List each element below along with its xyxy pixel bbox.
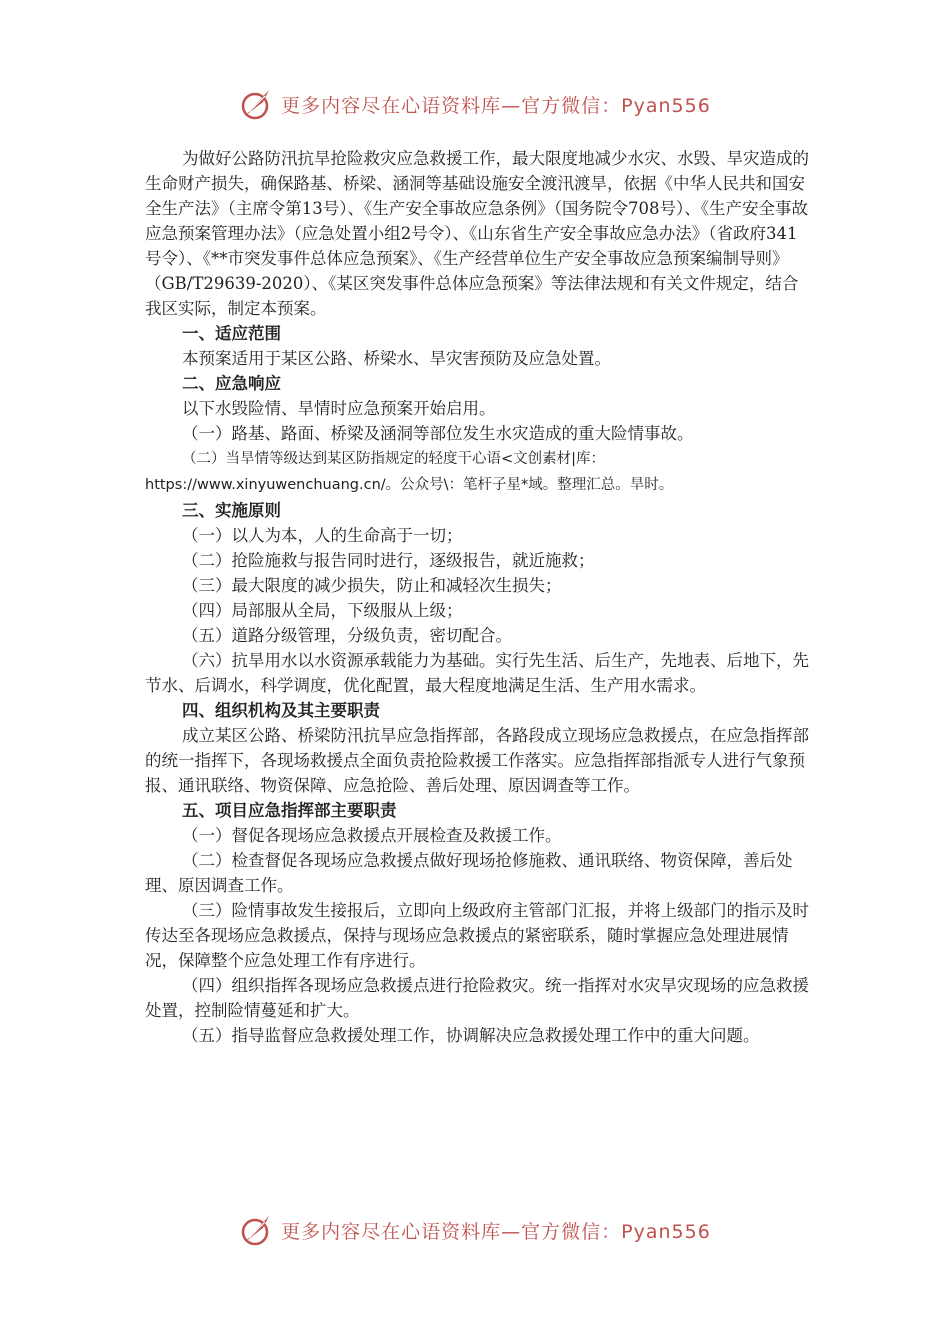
section-title-duties: 五、项目应急指挥部主要职责 [182, 801, 397, 820]
paragraph: （一）以人为本，人的生命高于一切； [182, 526, 463, 545]
header-watermark-text: 更多内容尽在心语资料库—官方微信：Pyan556 [281, 94, 711, 117]
intro-paragraph: 为做好公路防汛抗旱抢险救灾应急救援工作，最大限度地减少水灾、水毁、旱灾造成的生命财产损失，确保路基、桥梁、涵洞等基础设施安全渡汛渡旱，依据《中华人民共和国安全生产法》（主席令第13号）、《生产安全事故应急条例》（国务院令708号）、《生产安全事故应急预案管理办法》（应急处置小组2号令）、《山东省生产安全事故应急办法》（省政府341号令）、《**市突发事件总体应急预案》、《生产经营单位生产安全事故应急预案编制导则》（GB/T29639-2020）、《某区突发事件总体应急预案》等法律法规和有关文件规定，结合我区实际，制定本预案。 [145, 149, 809, 318]
paragraph: 成立某区公路、桥梁防汛抗旱应急指挥部，各路段成立现场应急救援点，在应急指挥部的统一指挥下，各现场救援点全面负责抢险救援工作落实。应急指挥部指派专人进行气象预报、通讯联络、物资保障、应急抢险、善后处理、原因调查等工作。 [145, 726, 809, 795]
section-title-scope: 一、适应范围 [182, 324, 281, 343]
paragraph: 以下水毁险情、旱情时应急预案开始启用。 [182, 399, 496, 418]
paragraph: （一）路基、路面、桥梁及涵洞等部位发生水灾造成的重大险情事故。 [182, 424, 694, 443]
section-title-principles: 三、实施原则 [182, 501, 281, 520]
quill-logo-icon [239, 1212, 275, 1248]
paragraph: 本预案适用于某区公路、桥梁水、旱灾害预防及应急处置。 [182, 349, 611, 368]
paragraph: （一）督促各现场应急救援点开展检查及救援工作。 [182, 826, 562, 845]
paragraph: （二）检查督促各现场应急救援点做好现场抢修施救、通讯联络、物资保障，善后处理、原因调查工作。 [145, 851, 793, 895]
paragraph: （二）当旱情等级达到某区防指规定的轻度干心语<文创素材|库：https://www.xinyuwenchuang.cn/。公众号\：笔杆子星*域。整理汇总。旱时。 [145, 451, 674, 493]
section-title-organization: 四、组织机构及其主要职责 [182, 701, 380, 720]
paragraph: （五）指导监督应急救援处理工作，协调解决应急救援处理工作中的重大问题。 [182, 1026, 760, 1045]
paragraph: （二）抢险施救与报告同时进行，逐级报告，就近施救； [182, 551, 595, 570]
footer-watermark [0, 1210, 950, 1250]
paragraph: （三）最大限度的减少损失，防止和减轻次生损失； [182, 576, 562, 595]
footer-watermark-text: 更多内容尽在心语资料库—官方微信：Pyan556 [281, 1220, 711, 1243]
section-title-response: 二、应急响应 [182, 374, 281, 393]
paragraph: （六）抗旱用水以水资源承载能力为基础。实行先生活、后生产，先地表、后地下，先节水、后调水，科学调度，优化配置，最大程度地满足生活、生产用水需求。 [145, 651, 809, 695]
document-body [145, 146, 810, 1048]
paragraph: （五）道路分级管理，分级负责，密切配合。 [182, 626, 512, 645]
quill-logo-icon [239, 86, 275, 122]
header-watermark [0, 84, 950, 124]
paragraph: （三）险情事故发生接报后，立即向上级政府主管部门汇报，并将上级部门的指示及时传达至各现场应急救援点，保持与现场应急救援点的紧密联系，随时掌握应急处理进展情况，保障整个应急处理工作有序进行。 [145, 901, 809, 970]
paragraph: （四）组织指挥各现场应急救援点进行抢险救灾。统一指挥对水灾旱灾现场的应急救援处置，控制险情蔓延和扩大。 [145, 976, 809, 1020]
paragraph: （四）局部服从全局，下级服从上级； [182, 601, 463, 620]
